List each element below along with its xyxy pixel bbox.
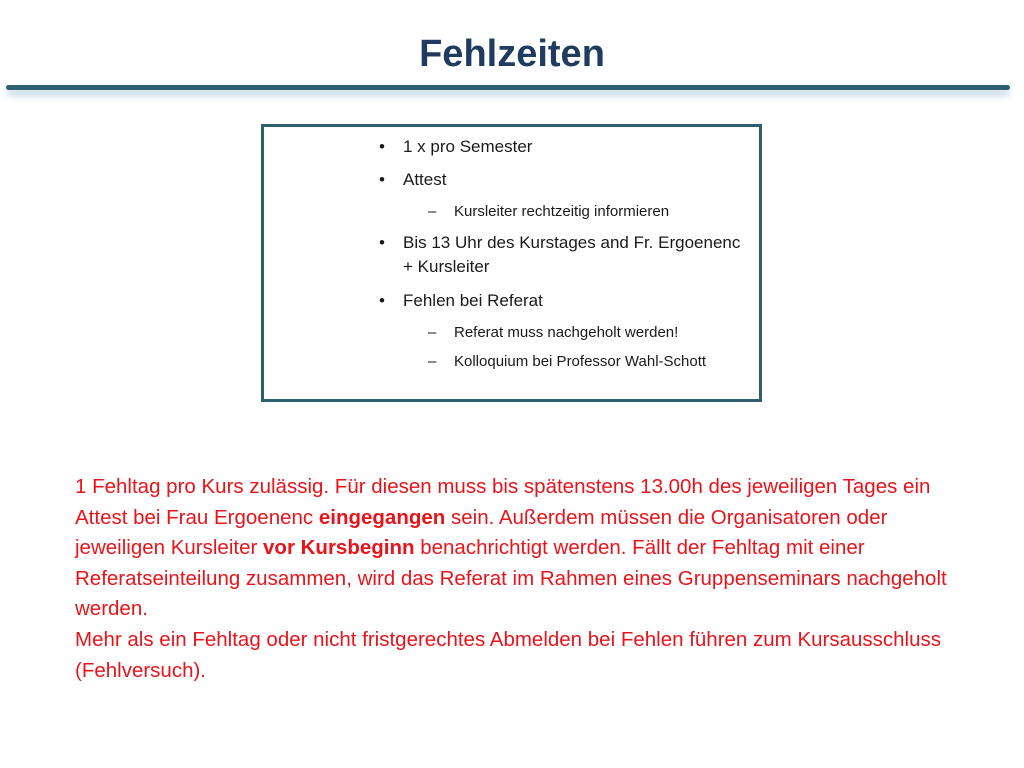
rules-emphasis-before-course: vor Kursbeginn xyxy=(263,536,415,560)
rules-text-part: sein. Außerdem müssen die Organisatoren oder jeweiligen Kursleiter xyxy=(75,505,888,560)
bullet-icon: • xyxy=(379,137,385,156)
bullet-item xyxy=(379,289,749,313)
dash-icon: – xyxy=(428,203,437,220)
bullet-item xyxy=(379,231,749,279)
summary-box xyxy=(261,124,762,402)
rules-text-part: benachrichtigt werden. Fällt der Fehltag mit einer Referatseinteilung zusammen, wird das Referat im Rahmen eines Gruppenseminars nachgeholt werden. xyxy=(75,536,947,621)
sub-bullet-text: Kolloquium bei Professor Wahl-Schott xyxy=(454,353,707,370)
slide-title: Fehlzeiten xyxy=(419,33,605,75)
bullet-text: Fehlen bei Referat xyxy=(403,291,543,310)
bullet-text: 1 x pro Semester xyxy=(403,137,533,156)
rules-emphasis-received: eingegangen xyxy=(318,505,446,529)
sub-bullet-text: Kursleiter rechtzeitig informieren xyxy=(454,203,670,220)
sub-bullet-item xyxy=(428,322,748,344)
sub-bullet-item xyxy=(428,201,748,223)
rules-text-exclusion: Mehr als ein Fehltag oder nicht fristgerechtes Abmelden bei Fehlen führen zum Kursausschluss (Fehlversuch). xyxy=(75,627,942,682)
sub-bullet-item xyxy=(428,351,748,373)
bullet-item xyxy=(379,135,749,159)
bullet-icon: • xyxy=(379,233,385,252)
bullet-text: Bis 13 Uhr des Kurstages and Fr. Ergoenenc + Kursleiter xyxy=(403,233,741,276)
bullet-icon: • xyxy=(379,291,385,310)
bullet-icon: • xyxy=(379,170,385,189)
sub-bullet-text: Referat muss nachgeholt werden! xyxy=(454,324,679,341)
absence-rules-text xyxy=(75,472,955,686)
bullet-item xyxy=(379,168,749,192)
title-divider xyxy=(6,85,1010,90)
dash-icon: – xyxy=(428,324,437,341)
rules-text-part: 1 Fehltag pro Kurs zulässig. Für diesen muss bis spätenstens 13.00h des jeweiligen Tages ein Attest bei Frau Ergoenenc xyxy=(75,475,931,529)
bullet-text: Attest xyxy=(403,170,447,189)
dash-icon: – xyxy=(428,353,437,370)
